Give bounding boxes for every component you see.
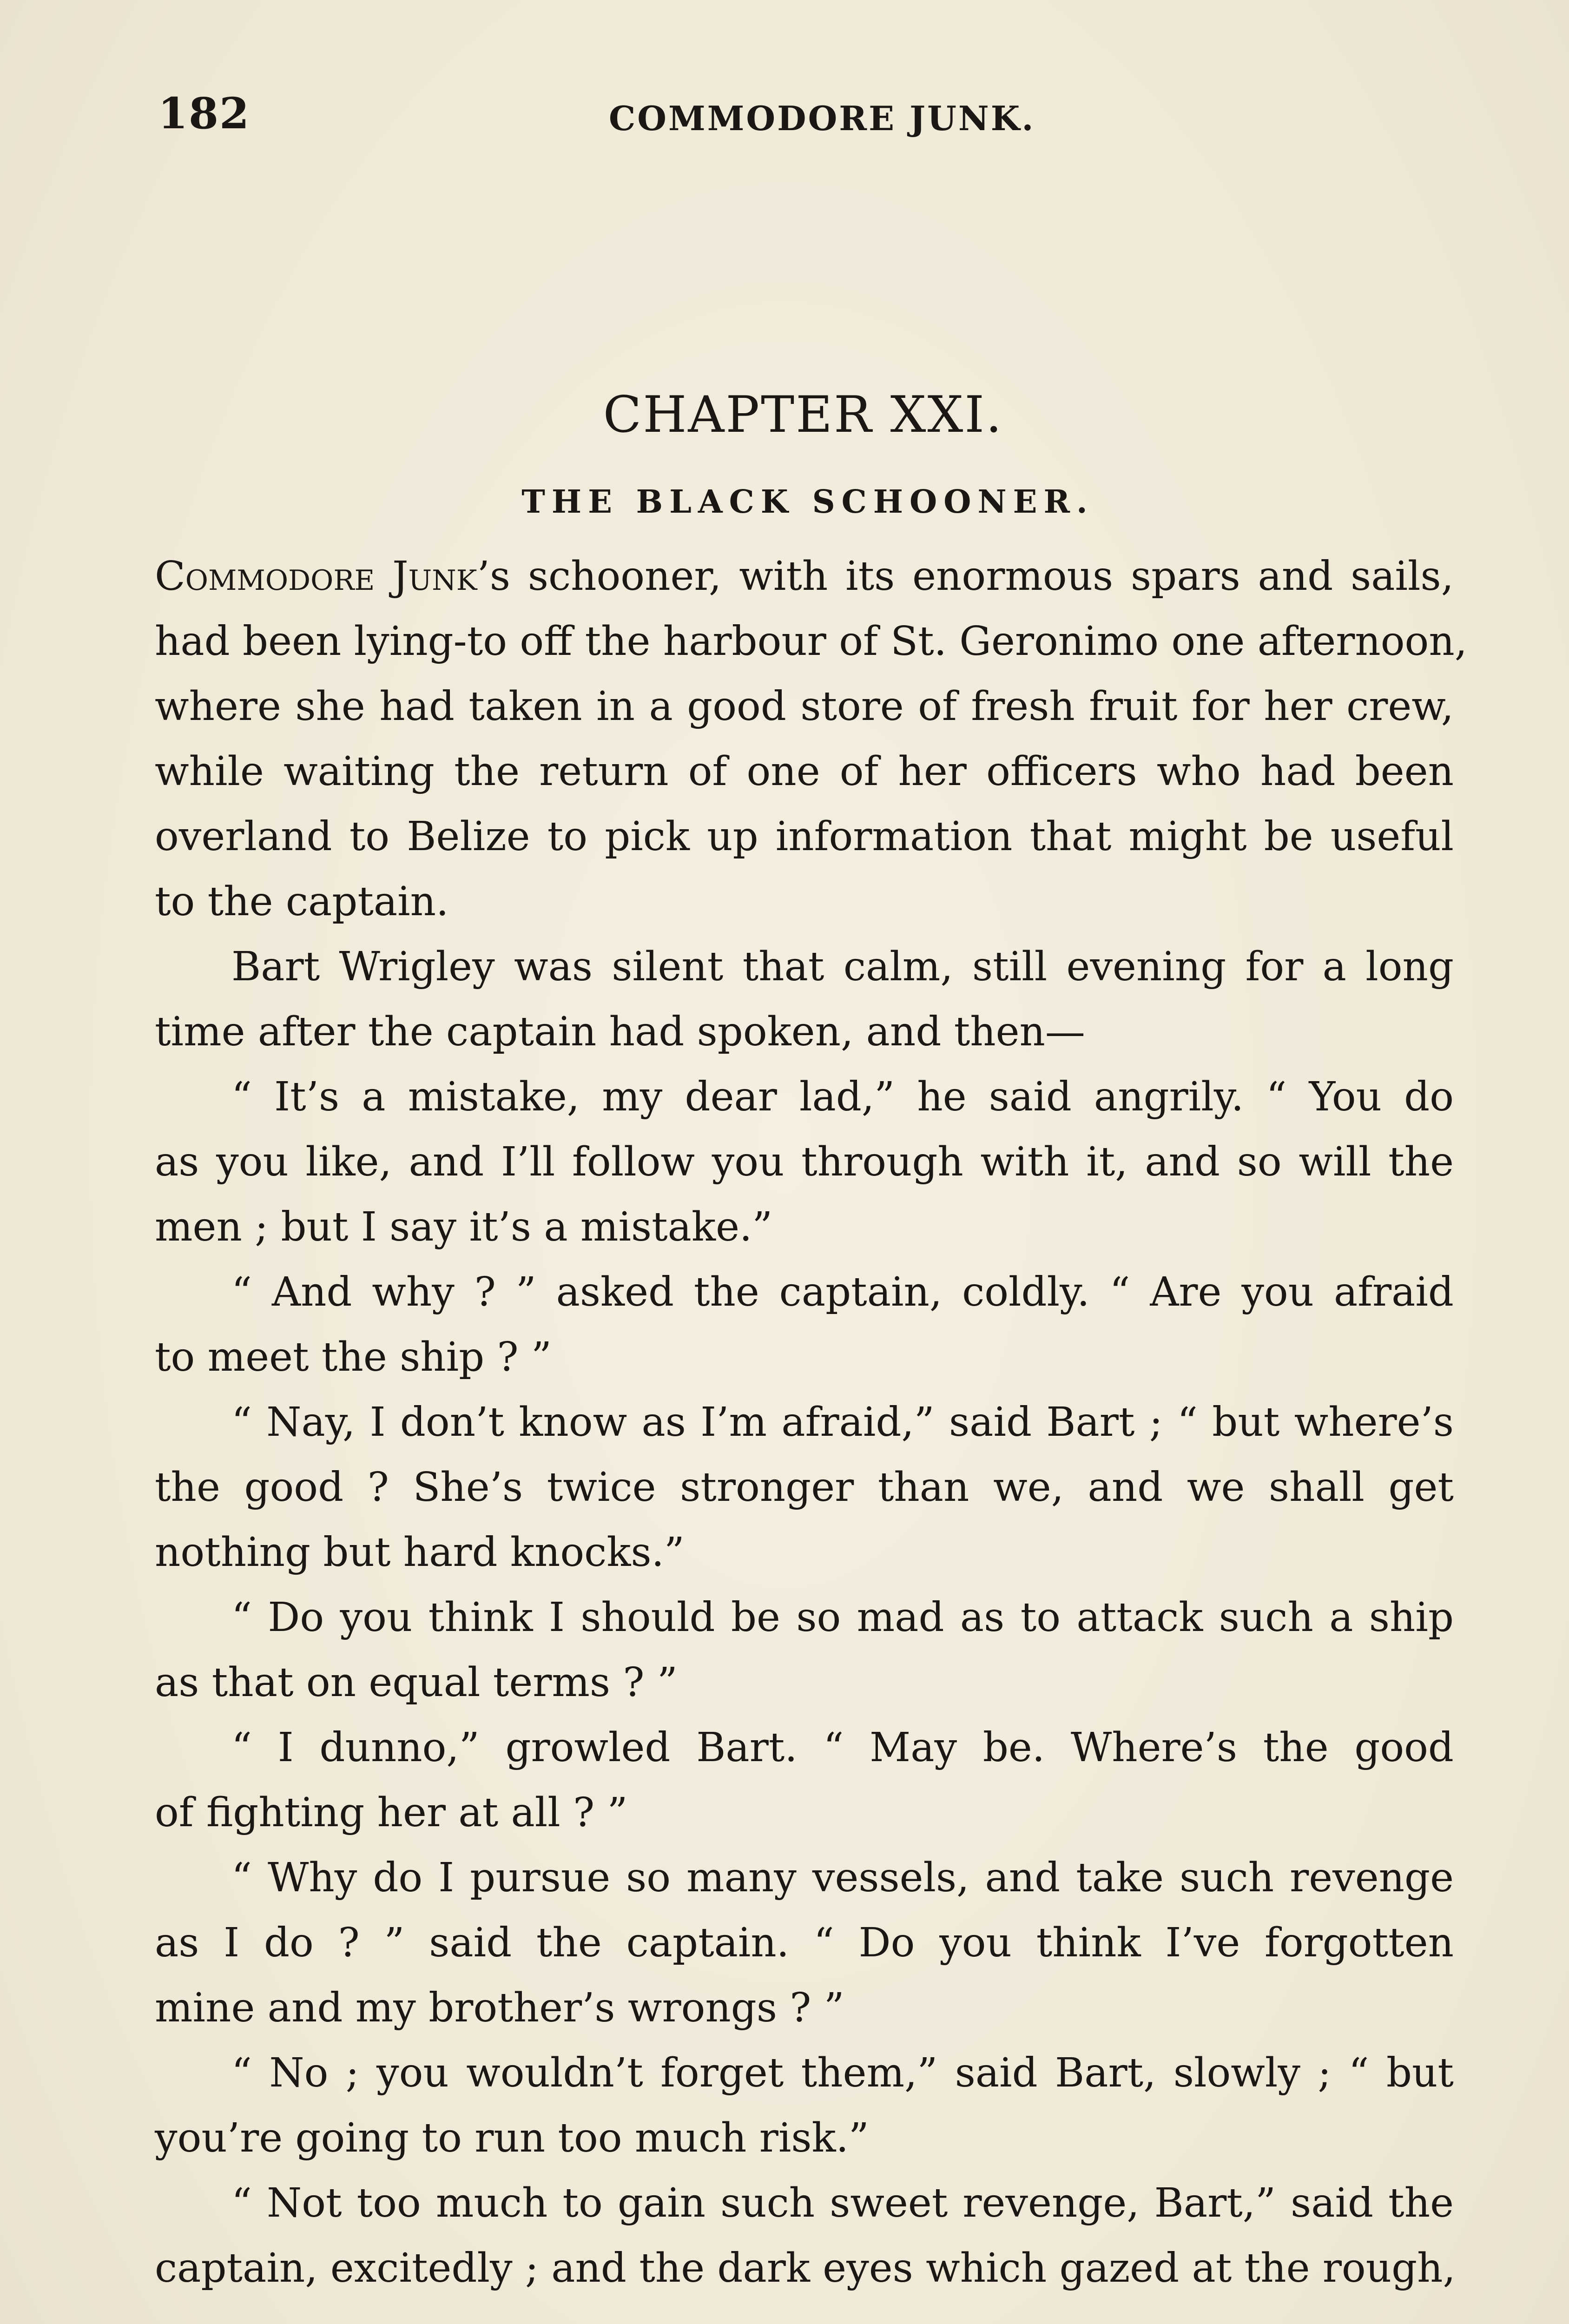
text-line: overland to Belize to pick up information that might be useful	[155, 813, 1454, 860]
running-title: COMMODORE JUNK.	[609, 99, 1035, 138]
text-line: “ Nay, I don’t know as I’m afraid,” said Bart ; “ but where’s	[231, 1399, 1454, 1446]
text-line	[155, 544, 1454, 609]
body-text	[155, 544, 1468, 2301]
text-line: as I do ? ” said the captain. “ Do you think I’ve forgotten	[155, 1920, 1454, 1966]
text-line: “ It’s a mistake, my dear lad,” he said angrily. “ You do	[231, 1074, 1454, 1120]
text-line: time after the captain had spoken, and then—	[155, 1009, 1085, 1055]
text-line: while waiting the return of one of her officers who had been	[155, 748, 1454, 795]
text-line: to the captain.	[155, 878, 449, 925]
chapter-heading: CHAPTER XXI.	[603, 386, 1003, 444]
text-line: of fighting her at all ? ”	[155, 1789, 628, 1836]
text-line: mine and my brother’s wrongs ? ”	[155, 1985, 844, 2031]
text-line: the good ? She’s twice stronger than we, and we shall get	[155, 1464, 1454, 1511]
text-line: “ Do you think I should be so mad as to attack such a ship	[231, 1594, 1454, 1641]
text-line: nothing but hard knocks.”	[155, 1529, 685, 1576]
text-line: had been lying-to off the harbour of St. Geronimo one afternoon,	[155, 618, 1468, 665]
text-line: “ I dunno,” growled Bart. “ May be. Where’s the good	[231, 1724, 1454, 1771]
page-number: 182	[158, 88, 251, 139]
text-line: as you like, and I’ll follow you through with it, and so will the	[155, 1139, 1454, 1185]
text-line: you’re going to run too much risk.”	[155, 2115, 869, 2161]
running-head	[153, 88, 1455, 144]
text-line: “ And why ? ” asked the captain, coldly. “ Are you afraid	[231, 1269, 1454, 1315]
text-line: “ No ; you wouldn’t forget them,” said Bart, slowly ; “ but	[231, 2050, 1454, 2096]
text-line: Bart Wrigley was silent that calm, still evening for a long	[231, 944, 1454, 990]
text-line: “ Why do I pursue so many vessels, and take such revenge	[231, 1855, 1454, 1901]
text-line: to meet the ship ? ”	[155, 1334, 552, 1380]
text-line: “ Not too much to gain such sweet revenge, Bart,” said the	[231, 2180, 1454, 2226]
text-line: as that on equal terms ? ”	[155, 1659, 678, 1706]
small-caps-lead: Commodore Junk	[155, 553, 477, 600]
text-line: where she had taken in a good store of fresh fruit for her crew,	[155, 683, 1454, 730]
chapter-title: THE BLACK SCHOONER.	[521, 483, 1094, 521]
text-line-content: ’s schooner, with its enormous spars and sails,	[477, 553, 1454, 600]
text-line: men ; but I say it’s a mistake.”	[155, 1204, 773, 1250]
text-line: captain, excitedly ; and the dark eyes which gazed at the rough,	[155, 2245, 1456, 2291]
